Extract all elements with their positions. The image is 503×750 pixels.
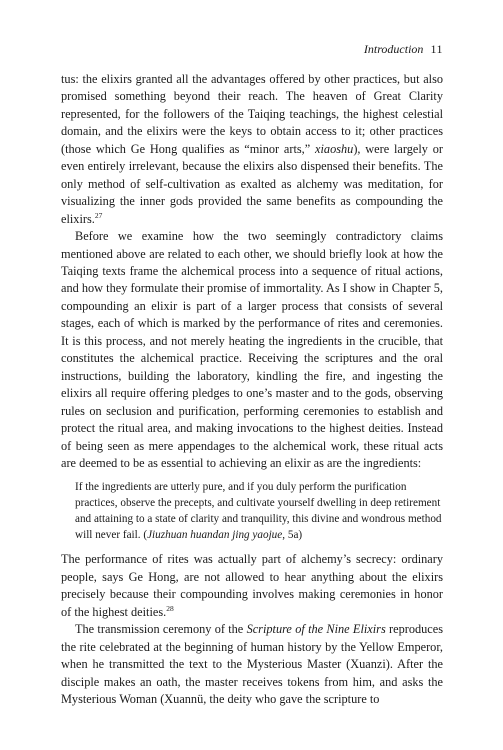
paragraph-1: [61, 71, 443, 228]
footnote-marker: 27: [94, 210, 103, 220]
quote-text: , 5a): [282, 529, 303, 542]
quote-source-title: Jiuzhuan huandan jing yaojue: [147, 529, 283, 542]
italic-title: Scripture of the Nine Elixirs: [246, 622, 386, 637]
paragraph-text: The transmission ceremony of the: [75, 622, 247, 637]
running-head-title: Introduction: [363, 42, 424, 56]
paragraph-text: The performance of rites was actually part of alchemy’s secrecy: ordinary people, says Ge Hong, are not allowed to hear anything about the elixirs precisely because their compounding involves making ceremonies in honor of the highest deities.: [61, 552, 443, 619]
footnote-marker: 28: [166, 603, 174, 613]
page-number: 11: [430, 42, 443, 56]
body-text: [61, 71, 443, 709]
paragraph-2: [61, 228, 443, 472]
paragraph-text: reproduces the rite celebrated at the beginning of human history by the Yellow Emperor, when he transmitted the text to the Mysterious Master (Xuanzi). After the disciple makes an oath, the master receives tokens from him, and asks the Mysterious Woman (Xuannü, the deity who gave the scripture to: [61, 622, 443, 707]
paragraph-text: tus: the elixirs granted all the advantages offered by other practices, but also promised something beyond their reach. The heaven of Great Clarity represented, for the followers of the Taiqing teachings, the highest celestial domain, and the elixirs were the keys to obtain access to it; other practices (those which Ge Hong qualifies as “minor arts,”: [61, 72, 443, 156]
running-head: [364, 41, 443, 57]
italic-term: xiaoshu: [315, 141, 354, 156]
paragraph-text: ), were largely or even entirely irrelevant, because the elixirs also dispensed their benefits. The only method of self-cultivation as exalted as alchemy was meditation, for visualizing the inner gods provided the same benefits as compounding the elixirs.: [61, 141, 443, 226]
paragraph-text: Before we examine how the two seemingly contradictory claims mentioned above are related to each other, we should briefly look at how the Taiqing texts frame the alchemical process into a sequence of ritual actions, and how they formulate their promise of immortality. As I show in Chapter 5, compounding an elixir is part of a larger process that consists of several stages, each of which is marked by the performance of rites and ceremonies. It is this process, and not merely heating the ingredients in the crucible, that constitutes the alchemical practice. Receiving the scriptures and the oral instructions, building the laboratory, kindling the fire, and ingesting the elixirs all require offering pledges to one’s master and to the gods, observing rules on seclusion and purification, performing ceremonies to establish and protect the ritual area, and making invocations to the highest deities. Instead of being seen as mere appendages to the alchemical work, these ritual acts are deemed to be as essential to achieving an elixir as are the ingredients:: [61, 229, 443, 470]
paragraph-4: [61, 621, 443, 708]
quote-text: If the ingredients are utterly pure, and if you duly perform the purification practices, observe the precepts, and cultivate yourself dwelling in deep retirement and attaining to a state of clarity and tranquility, this divine and wondrous method will never fail. (: [75, 481, 442, 542]
block-quote: [75, 479, 443, 543]
paragraph-3: [61, 551, 443, 621]
